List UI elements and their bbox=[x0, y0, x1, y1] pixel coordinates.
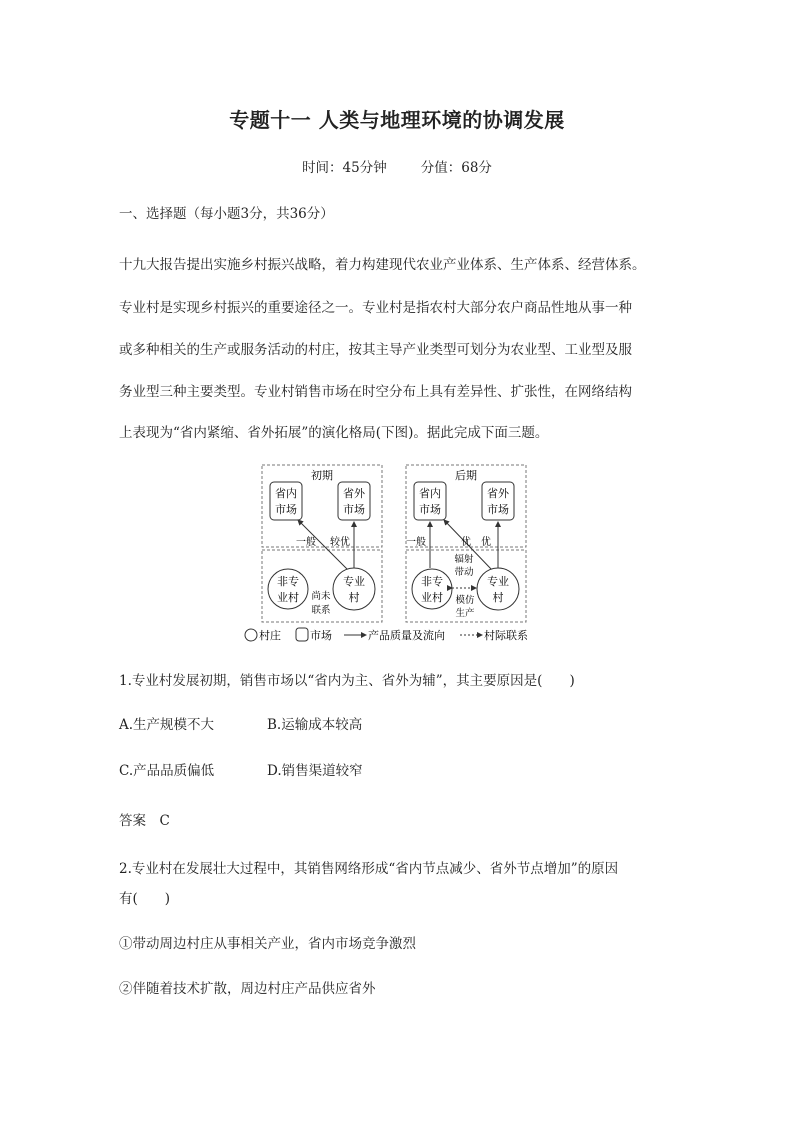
late-imitate-label: 生产 bbox=[455, 608, 475, 619]
question-2-stem: 2.专业村在发展壮大过程中，其销售网络形成“省内节点减少、省外节点增加”的原因 bbox=[119, 861, 619, 877]
diagram-legend bbox=[245, 628, 528, 642]
legend-market-icon bbox=[296, 628, 308, 641]
passage-line: 上表现为“省内紧缩、省外拓展”的演化格局(下图)。据此完成下面三题。 bbox=[119, 425, 549, 441]
early-market-out-label: 省外 bbox=[343, 487, 365, 500]
q1-option-d: D.销售渠道较窄 bbox=[267, 763, 363, 779]
early-village-non-label: 业村 bbox=[277, 591, 299, 604]
legend-flow-label: 产品质量及流向 bbox=[368, 629, 445, 642]
late-market-out-label: 市场 bbox=[487, 503, 509, 516]
q1-option-b: B.运输成本较高 bbox=[267, 717, 363, 733]
late-panel bbox=[406, 465, 526, 622]
early-market-in-label: 省内 bbox=[275, 487, 297, 500]
late-flow-mid-label: 优 bbox=[461, 537, 471, 548]
early-village-spec-label: 专业 bbox=[343, 575, 365, 588]
early-village-non-label: 非专 bbox=[277, 575, 299, 588]
late-radiate-label: 带动 bbox=[454, 567, 474, 578]
early-link-label: 联系 bbox=[311, 605, 331, 616]
page-title: 专题十一 人类与地理环境的协调发展 bbox=[229, 108, 565, 132]
late-village-non-label: 业村 bbox=[421, 591, 443, 604]
question-2-stem: 有( ) bbox=[119, 891, 171, 907]
late-village-spec-label: 村 bbox=[492, 591, 504, 604]
legend-village-label: 村庄 bbox=[259, 629, 281, 642]
late-market-in-label: 省内 bbox=[419, 487, 441, 500]
question-1-stem: 1.专业村发展初期，销售市场以“省内为主、省外为辅”，其主要原因是( ) bbox=[119, 673, 575, 689]
passage-line: 务业型三种主要类型。专业村销售市场在时空分布上具有差异性、扩张性，在网络结构 bbox=[119, 384, 632, 400]
q1-answer: 答案 C bbox=[119, 813, 170, 829]
early-flow-right-label: 较优 bbox=[330, 537, 350, 548]
late-flow-right-label: 优 bbox=[481, 537, 491, 548]
legend-market-label: 市场 bbox=[310, 629, 332, 642]
total-score: 分值：68分 bbox=[420, 160, 492, 176]
q2-statement-1: ①带动周边村庄从事相关产业，省内市场竞争激烈 bbox=[119, 936, 416, 952]
passage-line: 十九大报告提出实施乡村振兴战略，着力构建现代农业产业体系、生产体系、经营体系。 bbox=[119, 257, 646, 273]
legend-link-label: 村际联系 bbox=[484, 629, 528, 642]
early-title: 初期 bbox=[311, 469, 333, 482]
q2-statement-2: ②伴随着技术扩散，周边村庄产品供应省外 bbox=[119, 981, 376, 997]
early-panel bbox=[262, 465, 382, 622]
passage-line: 专业村是实现乡村振兴的重要途径之一。专业村是指农村大部分农户商品性地从事一种 bbox=[119, 300, 632, 316]
early-village-spec-label: 村 bbox=[348, 591, 360, 604]
late-village-spec-label: 专业 bbox=[487, 575, 509, 588]
late-title: 后期 bbox=[455, 469, 477, 482]
late-village-non-label: 非专 bbox=[421, 575, 443, 588]
early-link-label: 尚未 bbox=[311, 591, 331, 602]
market-evolution-diagram bbox=[240, 462, 560, 648]
early-market-out-label: 市场 bbox=[343, 503, 365, 516]
exam-meta bbox=[0, 156, 794, 176]
early-flow-left-label: 一般 bbox=[296, 537, 316, 548]
legend-village-icon bbox=[245, 629, 257, 641]
time-limit: 时间：45分钟 bbox=[302, 160, 387, 176]
late-market-out-label: 省外 bbox=[487, 487, 509, 500]
section-heading: 一、选择题（每小题3分，共36分） bbox=[119, 206, 334, 222]
late-market-in-label: 市场 bbox=[419, 503, 441, 516]
late-radiate-label: 辐射 bbox=[454, 554, 474, 565]
q1-option-c: C.产品品质偏低 bbox=[119, 763, 215, 779]
early-market-in-label: 市场 bbox=[275, 503, 297, 516]
late-flow-left-label: 一般 bbox=[406, 537, 426, 548]
late-imitate-label: 模仿 bbox=[455, 595, 475, 606]
passage-line: 或多种相关的生产或服务活动的村庄，按其主导产业类型可划分为农业型、工业型及服 bbox=[119, 342, 632, 358]
q1-option-a: A.生产规模不大 bbox=[119, 717, 215, 733]
